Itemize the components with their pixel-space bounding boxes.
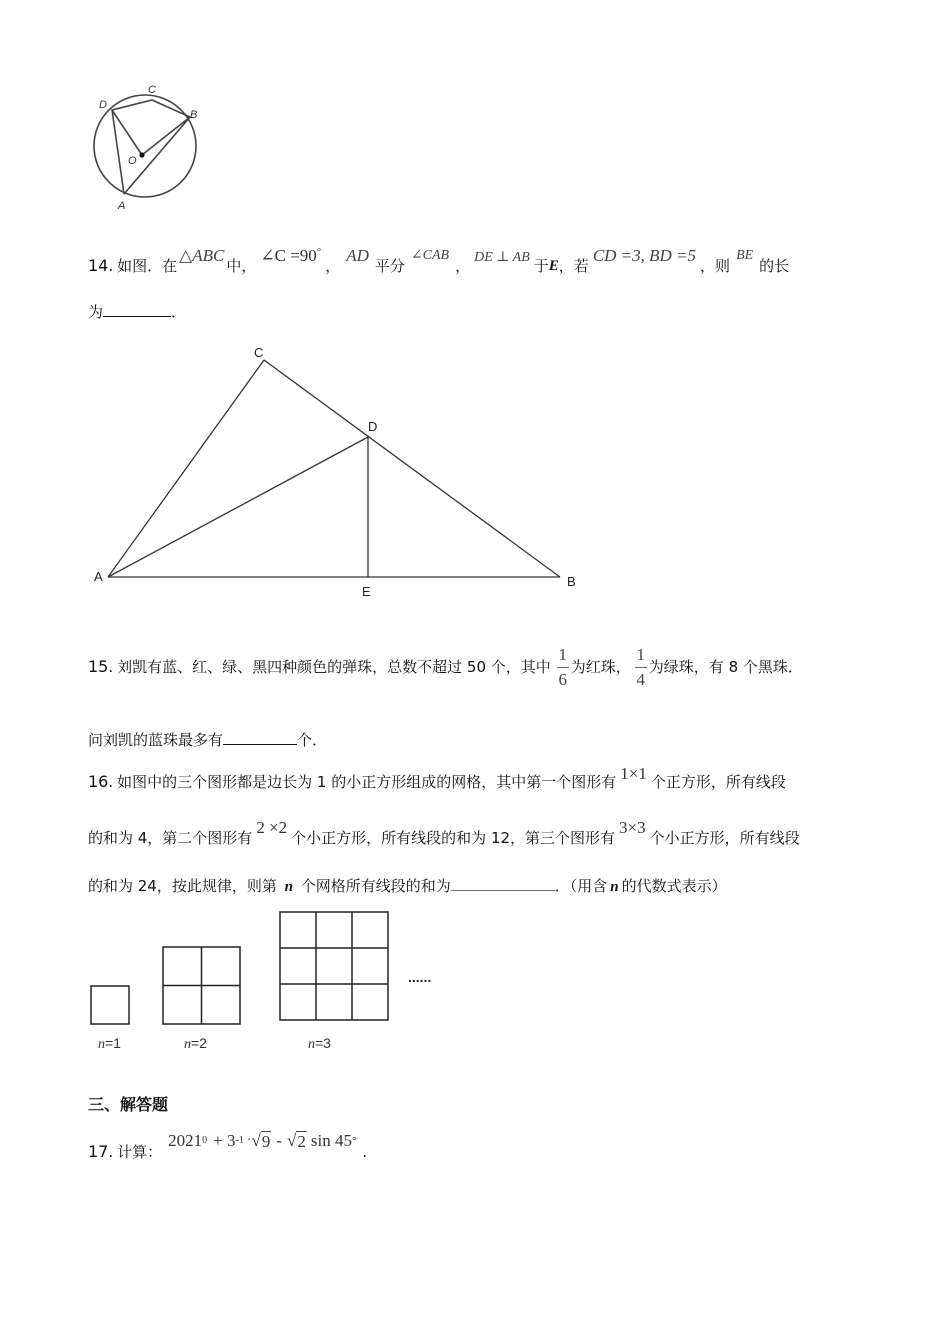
ellipsis: ...... [408, 969, 432, 985]
q16-text-g: 个网格所有线段的和为 [300, 877, 451, 895]
q16-math-1x1: 1×1 [620, 764, 647, 783]
label-o: O [128, 155, 137, 167]
center-dot [139, 152, 144, 157]
q15-answer-blank[interactable] [223, 730, 297, 745]
q16-answer-blank[interactable] [451, 876, 555, 891]
q15-text-a: 刘凯有蓝、红、绿、黑四种颜色的弹珠，总数不超过 50 个，其中 [117, 658, 551, 676]
triangle-figure [88, 340, 588, 602]
q14-comma2: ， [455, 257, 471, 275]
q14-ruo: ，若 [558, 257, 589, 275]
q15-dot: . [108, 658, 114, 676]
grid-3x3 [280, 912, 388, 1020]
grid-1x1 [91, 986, 129, 1024]
label-b: B [190, 109, 198, 121]
q15-fraction-red: $\frac{1}{6}$ [558, 644, 568, 689]
caption-n3: n=3 [308, 1035, 331, 1052]
q16-line1 [88, 760, 786, 792]
q14-e: E [548, 258, 559, 274]
circle-outline [94, 95, 196, 197]
circle-figure [86, 76, 236, 216]
q14-number: 14 [88, 256, 109, 275]
label-c: C [254, 345, 264, 360]
q17-number: 17 [88, 1142, 109, 1161]
q16-text-e: 个小正方形，所有线段 [649, 829, 800, 847]
q16-line3 [88, 876, 727, 897]
q14-lead: 如图．在 [117, 257, 178, 275]
q14-de-perp-ab: DE ⊥ AB [474, 250, 530, 265]
q17-lead: 计算： [117, 1143, 163, 1161]
label-a: A [94, 569, 103, 584]
q16-text-a: 如图中的三个图形都是边长为 1 的小正方形组成的网格，其中第一个图形有 [117, 773, 617, 791]
q14-line1 [88, 236, 789, 276]
q16-text-h: ．（用含 [554, 877, 608, 895]
q14-be: BE [736, 248, 754, 263]
q16-text-c: 的和为 4，第二个图形有 [88, 829, 253, 847]
q14-answer-blank[interactable] [103, 302, 171, 317]
q15-fraction-green: $\frac{1}{4}$ [636, 644, 646, 689]
label-d: D [368, 419, 378, 434]
q14-end: ． [171, 303, 187, 321]
label-d: D [99, 99, 107, 111]
q14-dot: . [108, 257, 114, 275]
q17-line [88, 1128, 367, 1162]
q14-yu: 于 [533, 257, 549, 275]
q15-text-e: 个． [297, 731, 328, 749]
side-ac [108, 360, 264, 577]
sqrt-9: √ 9 [251, 1131, 271, 1151]
label-e: E [362, 584, 371, 599]
q16-line2 [88, 812, 800, 848]
q14-ze: ，则 [700, 257, 731, 275]
grid-2x2 [163, 947, 240, 1024]
section-title: 三、解答题 [88, 1095, 169, 1114]
q15-line1 [88, 644, 803, 690]
sqrt-2: √ 2 [287, 1131, 306, 1151]
q16-text-i: 的代数式表示） [621, 877, 727, 895]
q16-text-b: 个正方形，所有线段 [650, 773, 786, 791]
q14-comma1: ， [325, 257, 341, 275]
q15-text-d: 问刘凯的蓝珠最多有 [88, 731, 224, 749]
q14-angle-c: ∠C =90° [260, 246, 322, 265]
q16-dot: . [108, 773, 114, 791]
q15-text-c: 为绿珠，有 8 个黑珠． [648, 658, 803, 676]
q16-number: 16 [88, 772, 109, 791]
segment-do [112, 110, 142, 155]
q17-expression: 2021 0 + 3 -1 · √ 9 - √ 2 sin 45 ° [168, 1131, 357, 1151]
q15-text-b: 为红珠， [570, 658, 631, 676]
q14-dechang: 的长 [759, 257, 790, 275]
q15-number: 15 [88, 657, 109, 676]
label-a: A [118, 200, 126, 212]
q14-zhong: 中， [226, 257, 257, 275]
label-b: B [567, 574, 576, 589]
q17-dot: . [108, 1143, 114, 1161]
q14-line2 [88, 302, 186, 322]
caption-n2: n=2 [184, 1035, 207, 1052]
segment-ad [108, 437, 368, 577]
q14-angle-cab: ∠CAB [410, 248, 450, 263]
q16-n-1: n [284, 879, 293, 895]
q16-text-f: 的和为 24，按此规律，则第 [88, 877, 277, 895]
q14-pingfen: 平分 [374, 257, 405, 275]
q16-math-2x2: 2 ×2 [256, 818, 288, 837]
segment-ob [142, 117, 190, 155]
q14-ad: AD [346, 246, 369, 265]
q16-text-d: 个小正方形，所有线段的和为 12，第三个图形有 [291, 829, 616, 847]
q14-cd-bd: CD =3, BD =5 [592, 246, 697, 265]
caption-n1: n=1 [98, 1035, 121, 1052]
q14-triangle: △ABC [179, 246, 225, 265]
q16-n-2: n [610, 879, 619, 895]
grid-figure [86, 906, 456, 1066]
label-c: C [148, 84, 156, 96]
q14-wei: 为 [88, 303, 104, 321]
q15-line2 [88, 730, 327, 750]
q16-math-3x3: 3×3 [619, 818, 646, 837]
q17-end: . [362, 1143, 368, 1161]
